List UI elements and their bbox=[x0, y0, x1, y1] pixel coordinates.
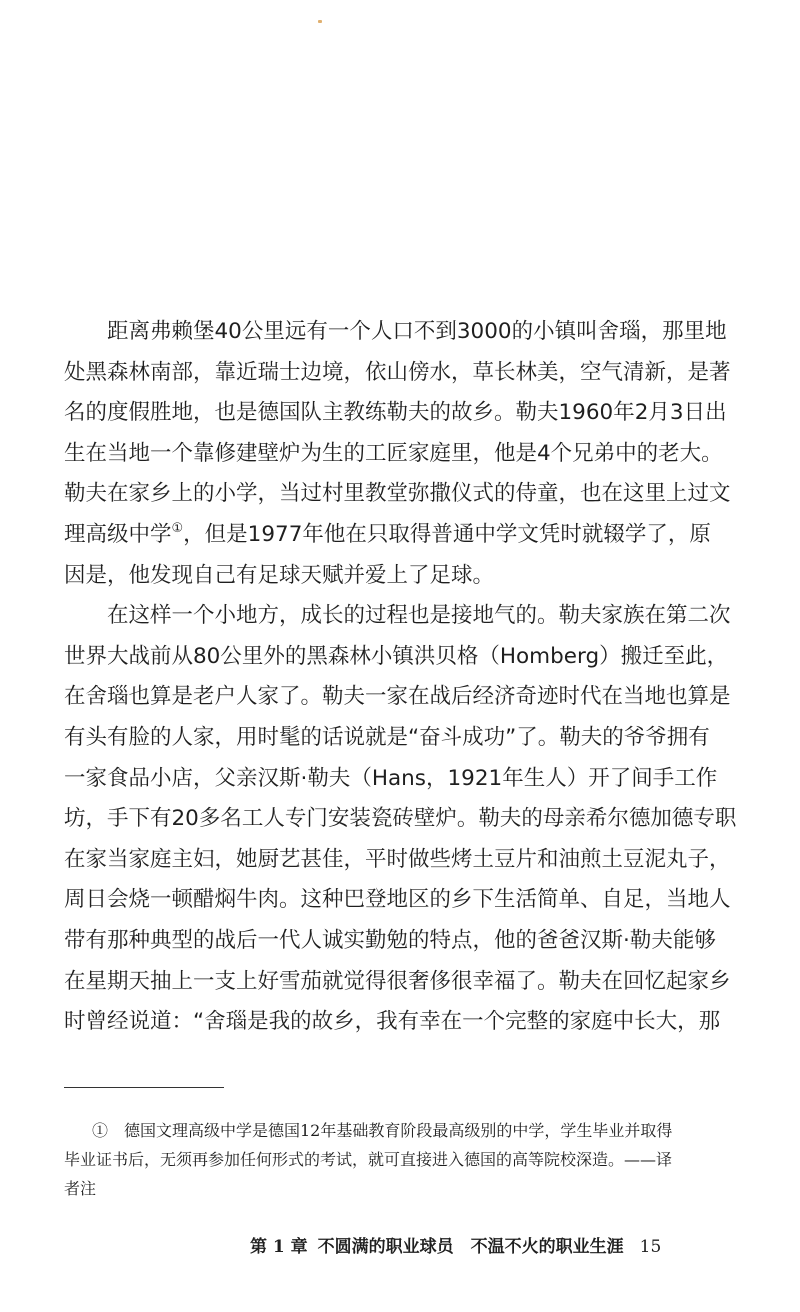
text-line: 处黑森林南部，靠近瑞士边境，依山傍水，草长林美，空气清新，是著 bbox=[64, 359, 731, 385]
text-line: 世界大战前从80公里外的黑森林小镇洪贝格（Homberg）搬迁至此， bbox=[64, 643, 729, 669]
text-line: 在这样一个小地方，成长的过程也是接地气的。勒夫家族在第二次 bbox=[107, 603, 731, 629]
chapter-label: 第 1 章 bbox=[250, 1237, 308, 1257]
text-line: 在舍瑙也算是老户人家了。勒夫一家在战后经济奇迹时代在当地也算是 bbox=[64, 684, 731, 710]
text-line: 周日会烧一顿醋焖牛肉。这种巴登地区的乡下生活简单、自足，当地人 bbox=[64, 887, 731, 913]
text-segment: 理高级中学 bbox=[64, 521, 172, 547]
running-footer bbox=[250, 1235, 700, 1259]
text-line: 名的度假胜地，也是德国队主教练勒夫的故乡。勒夫1960年2月3日出 bbox=[64, 400, 727, 426]
footnote bbox=[64, 1116, 754, 1203]
text-segment: ，但是1977年他在只取得普通中学文凭时就辍学了，原 bbox=[183, 521, 711, 547]
text-line: 一家食品小店，父亲汉斯·勒夫（Hans，1921年生人）开了间手工作 bbox=[64, 765, 718, 791]
body-text bbox=[64, 312, 744, 1043]
footnote-line: 者注 bbox=[64, 1179, 97, 1198]
footnote-divider bbox=[64, 1087, 224, 1088]
text-line: 在星期天抽上一支上好雪茄就觉得很奢侈很幸福了。勒夫在回忆起家乡 bbox=[64, 968, 731, 994]
text-line: 在家当家庭主妇，她厨艺甚佳，平时做些烤土豆片和油煎土豆泥丸子， bbox=[64, 846, 731, 872]
text-line bbox=[64, 515, 744, 556]
footnote-reference[interactable]: ① bbox=[171, 520, 184, 536]
text-line: 坊，手下有20多名工人专门安装瓷砖壁炉。勒夫的母亲希尔德加德专职 bbox=[64, 806, 737, 832]
text-line: 因是，他发现自己有足球天赋并爱上了足球。 bbox=[64, 562, 495, 588]
ink-speck bbox=[318, 20, 322, 23]
footnote-line: ① 德国文理高级中学是德国12年基础教育阶段最高级别的中学，学生毕业并取得 bbox=[92, 1121, 673, 1140]
text-line: 时曾经说道：“舍瑙是我的故乡，我有幸在一个完整的家庭中长大，那 bbox=[64, 1009, 721, 1035]
text-line: 勒夫在家乡上的小学，当过村里教堂弥撒仪式的侍童，也在这里上过文 bbox=[64, 481, 731, 507]
text-line: 距离弗赖堡40公里远有一个人口不到3000的小镇叫舍瑙，那里地 bbox=[107, 319, 727, 344]
page-number: 15 bbox=[639, 1237, 662, 1257]
chapter-title: 不圆满的职业球员 不温不火的职业生涯 bbox=[317, 1237, 624, 1257]
text-line: 生在当地一个靠修建壁炉为生的工匠家庭里，他是4个兄弟中的老大。 bbox=[64, 440, 723, 466]
text-line: 带有那种典型的战后一代人诚实勤勉的特点，他的爸爸汉斯·勒夫能够 bbox=[64, 927, 716, 953]
text-line: 有头有脸的人家，用时髦的话说就是“奋斗成功”了。勒夫的爷爷拥有 bbox=[64, 724, 710, 750]
footnote-line: 毕业证书后，无须再参加任何形式的考试，就可直接进入德国的高等院校深造。——译 bbox=[64, 1150, 673, 1169]
